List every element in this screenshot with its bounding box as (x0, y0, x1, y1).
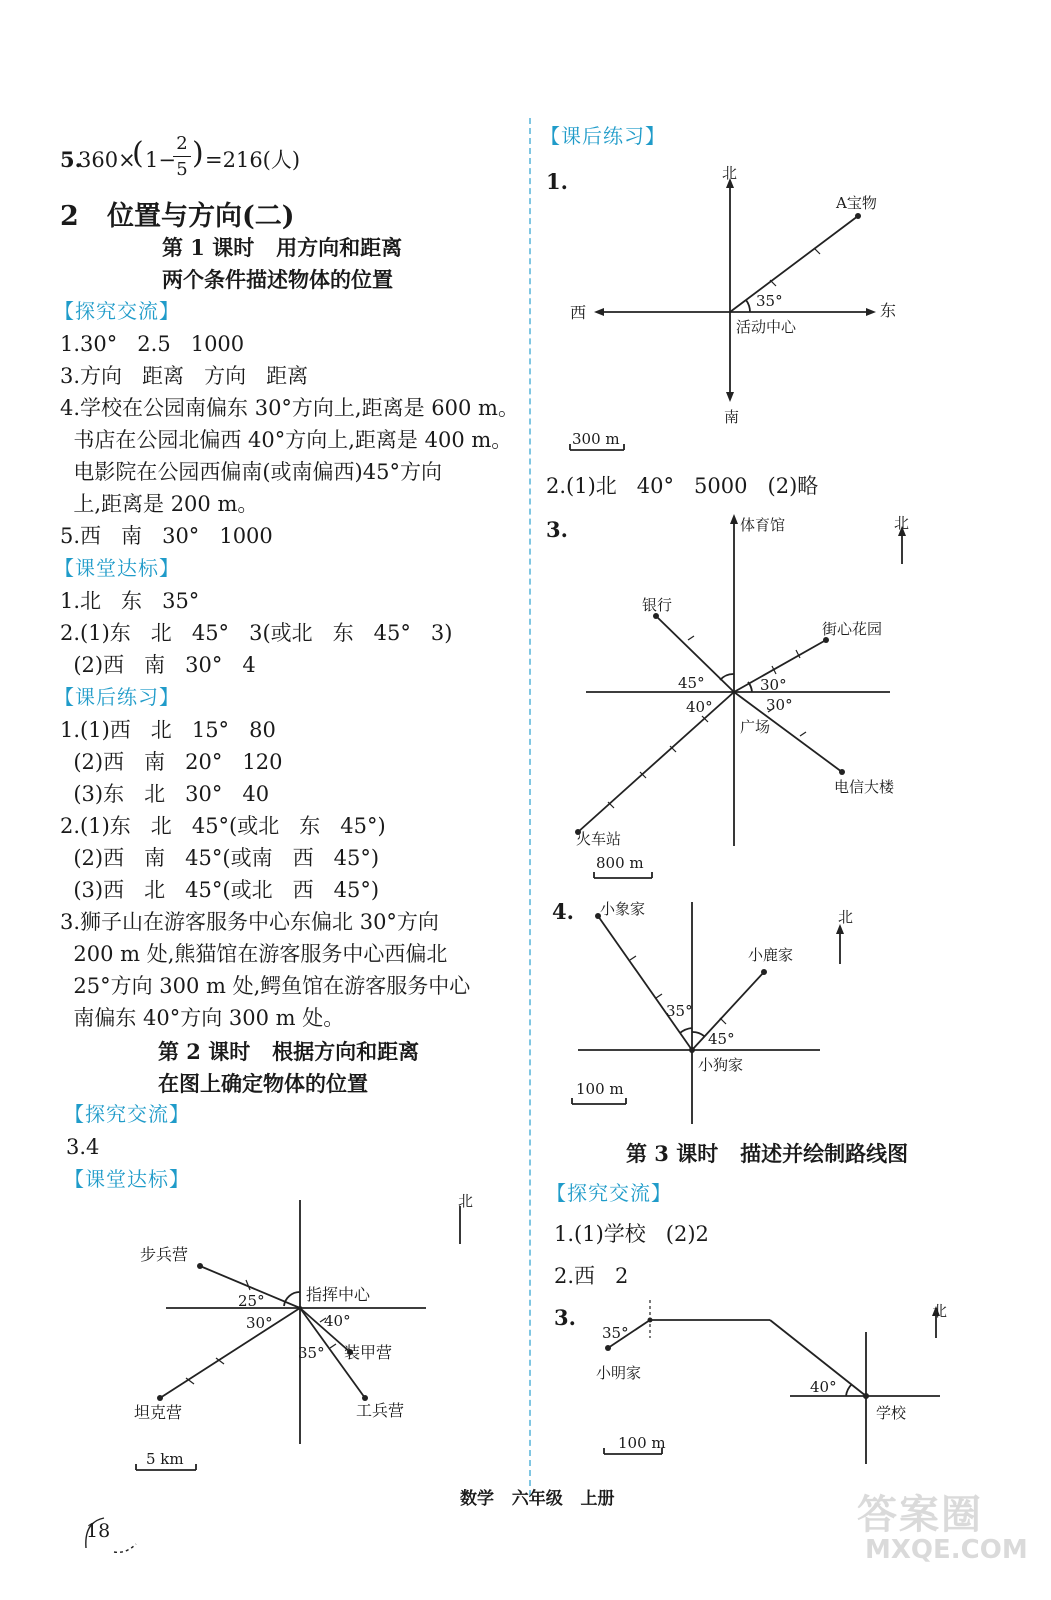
north-label: 北 (838, 908, 854, 926)
explore1-line: 电影院在公园西偏南(或南偏西)45°方向 (60, 460, 442, 484)
square-label: 广场 (740, 718, 771, 736)
classwork2-header: 【课堂达标】 (64, 1167, 190, 1191)
place-label: 装甲营 (344, 1343, 393, 1362)
place-label: 步兵营 (140, 1245, 189, 1264)
homework2-header: 【课后练习】 (540, 124, 666, 148)
angle-label: 45° (708, 1030, 735, 1048)
hw2-q1-number: 1. (546, 169, 568, 194)
q5-paren-inner: 1− (145, 148, 176, 172)
homework1-line: 3.狮子山在游客服务中心东偏北 30°方向 (60, 910, 439, 934)
q5-text-2: =216(人) (205, 148, 301, 172)
lesson2-title-line1: 第 2 课时 根据方向和距离 (158, 1039, 420, 1064)
watermark-url: MXQE.COM (865, 1535, 1028, 1565)
homework1-line: (3)东 北 30° 40 (60, 782, 270, 806)
explore3-header: 【探究交流】 (546, 1181, 672, 1205)
activity-center-diagram (560, 160, 920, 460)
q5-text-1: 360× (78, 148, 136, 172)
lesson3-title: 第 3 课时 描述并绘制路线图 (626, 1141, 909, 1166)
command-center-diagram (120, 1188, 560, 1488)
target-label: A宝物 (836, 194, 877, 212)
north-label: 北 (722, 164, 738, 182)
south-label: 南 (724, 408, 740, 426)
angle-label: 40° (324, 1312, 351, 1330)
q5-frac-num: 2 (176, 133, 188, 154)
explore1-line: 1.30° 2.5 1000 (60, 332, 245, 356)
explore2-line: 3.4 (66, 1135, 100, 1159)
scale-label: 300 m (572, 430, 620, 448)
hw2-q2-line: 2.(1)北 40° 5000 (2)略 (546, 474, 819, 498)
north-label: 北 (894, 514, 910, 532)
angle-label: 35° (602, 1324, 629, 1342)
q5-close-paren: ) (192, 136, 204, 171)
watermark (845, 1483, 1028, 1583)
explore3-line: 2.西 2 (554, 1264, 629, 1288)
square-diagram (560, 510, 920, 890)
tower-label: 电信大楼 (834, 778, 895, 796)
scale-label: 800 m (596, 854, 644, 872)
explore1-line: 5.西 南 30° 1000 (60, 524, 273, 548)
center-label: 指挥中心 (306, 1285, 371, 1304)
angle-label: 40° (810, 1378, 837, 1396)
scale-label: 5 km (146, 1450, 184, 1468)
center-label: 活动中心 (736, 318, 797, 336)
north-label: 北 (932, 1302, 948, 1320)
angle-label: 40° (686, 698, 713, 716)
north-label: 北 (458, 1192, 474, 1210)
gym-label: 体育馆 (740, 516, 786, 534)
homework1-line: 25°方向 300 m 处,鳄鱼馆在游客服务中心 (60, 974, 471, 998)
homework1-header: 【课后练习】 (54, 685, 180, 709)
page-number: 18 (86, 1520, 111, 1542)
explore2-header: 【探究交流】 (64, 1102, 190, 1126)
lesson2-title-line2: 在图上确定物体的位置 (158, 1071, 368, 1096)
classwork1-line: 1.北 东 35° (60, 589, 200, 613)
west-label: 西 (570, 303, 587, 322)
homework1-line: (3)西 北 45°(或北 西 45°) (60, 878, 380, 902)
explore1-header: 【探究交流】 (54, 299, 180, 323)
elephant-label: 小象家 (600, 900, 646, 918)
watermark-text: 答案圈 (857, 1491, 983, 1538)
homework1-line: (2)西 南 45°(或南 西 45°) (60, 846, 380, 870)
deer-label: 小鹿家 (748, 946, 794, 964)
explore1-line: 3.方向 距离 方向 距离 (60, 364, 309, 388)
section-title: 2 位置与方向(二) (60, 201, 295, 232)
angle-label: 30° (760, 676, 787, 694)
angle-label: 45° (678, 674, 705, 692)
q5-frac-bar (173, 156, 191, 157)
school-label: 学校 (876, 1404, 907, 1422)
footer-subject: 数学 六年级 上册 (460, 1489, 615, 1509)
explore3-line: 1.(1)学校 (2)2 (554, 1222, 709, 1246)
hw2-q4-number: 4. (552, 899, 574, 924)
lesson1-title-line2: 两个条件描述物体的位置 (162, 267, 393, 292)
scale-label: 100 m (618, 1434, 666, 1452)
homework1-line: (2)西 南 20° 120 (60, 750, 283, 774)
home-label: 小明家 (596, 1364, 642, 1382)
q5-number: 5. (60, 147, 82, 172)
classwork1-line: 2.(1)东 北 45° 3(或北 东 45° 3) (60, 621, 453, 645)
place-label: 工兵营 (356, 1401, 405, 1420)
angle-label: 30° (246, 1314, 273, 1332)
explore1-line: 书店在公园北偏西 40°方向上,距离是 400 m。 (60, 428, 513, 452)
explore1-line: 4.学校在公园南偏东 30°方向上,距离是 600 m。 (60, 396, 519, 420)
angle-label: 35° (756, 292, 783, 310)
angle-label: 25° (238, 1292, 265, 1310)
bank-label: 银行 (642, 596, 673, 614)
dog-home-diagram (570, 892, 870, 1132)
explore1-line: 上,距离是 200 m。 (60, 492, 259, 516)
lesson1-title-line1: 第 1 课时 用方向和距离 (162, 235, 403, 260)
explore3-q3-number: 3. (554, 1305, 576, 1330)
hw2-q3-number: 3. (546, 517, 568, 542)
east-label: 东 (880, 301, 897, 320)
garden-label: 街心花园 (822, 620, 883, 638)
angle-label: 35° (298, 1344, 325, 1362)
angle-label: 30° (766, 696, 793, 714)
route-diagram (590, 1298, 990, 1478)
homework1-line: 南偏东 40°方向 300 m 处。 (60, 1006, 345, 1030)
scale-label: 100 m (576, 1080, 624, 1098)
homework1-line: 1.(1)西 北 15° 80 (60, 718, 276, 742)
homework1-line: 2.(1)东 北 45°(或北 东 45°) (60, 814, 386, 838)
classwork1-line: (2)西 南 30° 4 (60, 653, 256, 677)
place-label: 坦克营 (134, 1403, 183, 1422)
homework1-line: 200 m 处,熊猫馆在游客服务中心西偏北 (60, 942, 448, 966)
classwork1-header: 【课堂达标】 (54, 556, 180, 580)
dog-label: 小狗家 (698, 1056, 744, 1074)
angle-label: 35° (666, 1002, 693, 1020)
station-label: 火车站 (576, 830, 622, 848)
q5-frac-den: 5 (176, 159, 188, 180)
q5-open-paren: ( (132, 136, 144, 171)
